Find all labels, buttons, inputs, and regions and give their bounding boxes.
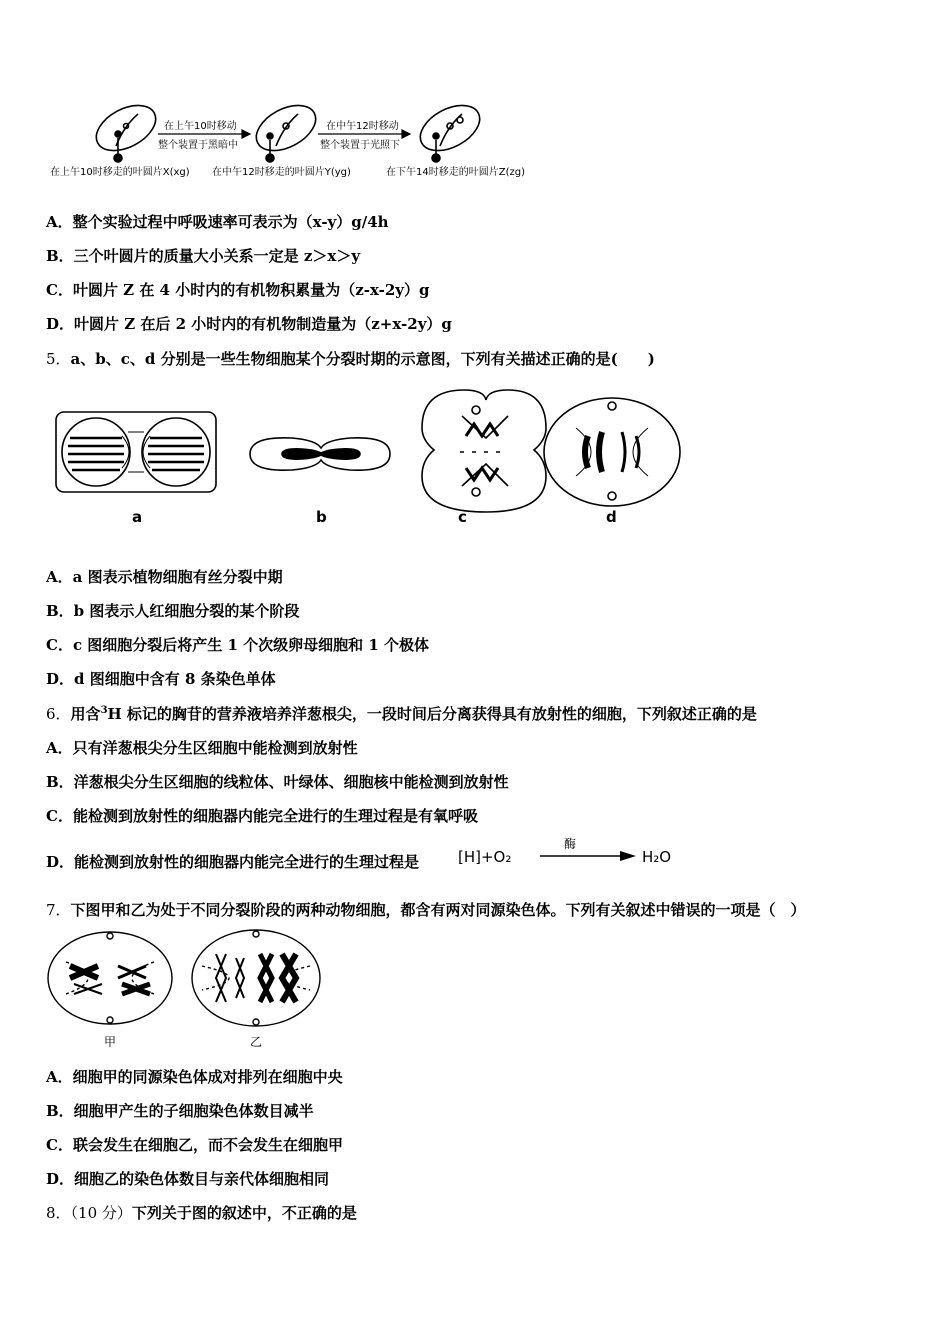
q7-option-c: C．联会发生在细胞乙，而不会发生在细胞甲 bbox=[46, 1136, 343, 1154]
cell-c-drawing bbox=[422, 390, 546, 512]
q6-stem bbox=[46, 703, 757, 724]
q5-option-b: B．b 图表示人红细胞分裂的某个阶段 bbox=[46, 602, 300, 620]
leaf-disc-experiment-figure bbox=[46, 96, 526, 184]
q7-text: 下图甲和乙为处于不同分裂阶段的两种动物细胞，都含有两对同源染色体。下列有关叙述中错误的一项是（ ） bbox=[70, 901, 806, 919]
q6-option-b: B．洋葱根尖分生区细胞的线粒体、叶绿体、细胞核中能检测到放射性 bbox=[46, 773, 509, 791]
caption-x: 在上午10时移走的叶圆片X(xg) bbox=[50, 167, 190, 178]
caption-z: 在下午14时移走的叶圆片Z(zg) bbox=[386, 167, 525, 178]
q6-text-pre: 用含 bbox=[70, 705, 101, 723]
q5-option-c: C．c 图细胞分裂后将产生 1 个次级卵母细胞和 1 个极体 bbox=[46, 636, 430, 654]
q5-option-a: A．a 图表示植物细胞有丝分裂中期 bbox=[46, 568, 283, 586]
label-b: b bbox=[316, 508, 327, 526]
eq-right: H₂O bbox=[642, 848, 672, 866]
q6-sup: 3 bbox=[100, 705, 108, 716]
q5-number: 5． bbox=[46, 350, 71, 368]
arrow1-bottom-label: 整个装置于黑暗中 bbox=[158, 140, 238, 151]
q7-number: 7． bbox=[46, 901, 71, 919]
q5-stem bbox=[46, 348, 655, 369]
arrow2-bottom-label: 整个装置于光照下 bbox=[320, 140, 400, 151]
q8-stem bbox=[46, 1202, 357, 1223]
leaf-y-drawing bbox=[249, 96, 323, 162]
cell-a-drawing bbox=[56, 412, 216, 492]
q6-option-d bbox=[46, 851, 419, 872]
arrow2-top-label: 在中午12时移动 bbox=[326, 121, 399, 132]
cell-d-drawing bbox=[544, 398, 680, 506]
q7-stem bbox=[46, 899, 806, 920]
q8-score: （10 分） bbox=[70, 1204, 132, 1222]
q4-option-b: B．三个叶圆片的质量大小关系一定是 z＞x＞y bbox=[46, 247, 361, 265]
label-jia: 甲 bbox=[104, 1035, 117, 1049]
caption-y: 在中午12时移走的叶圆片Y(yg) bbox=[212, 167, 351, 178]
cell-figure-q7 bbox=[46, 926, 326, 1050]
q5-text: a、b、c、d 分别是一些生物细胞某个分裂时期的示意图，下列有关描述正确的是( ) bbox=[70, 350, 655, 368]
q4-option-a: A．整个实验过程中呼吸速率可表示为（x-y）g/4h bbox=[46, 213, 389, 231]
q7-option-d: D．细胞乙的染色体数目与亲代体细胞相同 bbox=[46, 1170, 330, 1188]
leaf-x-drawing bbox=[89, 96, 163, 162]
arrow1-top-label: 在上午10时移动 bbox=[164, 121, 237, 132]
label-a: a bbox=[132, 508, 143, 526]
label-d: d bbox=[606, 508, 617, 526]
eq-left: [H]+O₂ bbox=[458, 848, 512, 866]
eq-enzyme: 酶 bbox=[564, 837, 577, 851]
cell-jia-drawing bbox=[48, 932, 172, 1024]
reaction-equation bbox=[456, 834, 696, 870]
q6-option-a: A．只有洋葱根尖分生区细胞中能检测到放射性 bbox=[46, 739, 358, 757]
q7-option-b: B．细胞甲产生的子细胞染色体数目减半 bbox=[46, 1102, 314, 1120]
cell-b-drawing bbox=[250, 438, 390, 470]
q5-option-d: D．d 图细胞中含有 8 条染色单体 bbox=[46, 670, 276, 688]
q6-text-post: H 标记的胸苷的营养液培养洋葱根尖，一段时间后分离获得具有放射性的细胞，下列叙述正确的是 bbox=[107, 705, 757, 723]
q6-number: 6． bbox=[46, 705, 71, 723]
leaf-z-drawing bbox=[413, 96, 487, 162]
q7-option-a: A．细胞甲的同源染色体成对排列在细胞中央 bbox=[46, 1068, 343, 1086]
q8-number: 8． bbox=[46, 1204, 71, 1222]
label-c: c bbox=[458, 508, 467, 526]
q8-text: 下列关于图的叙述中，不正确的是 bbox=[131, 1204, 357, 1222]
q4-option-d: D．叶圆片 Z 在后 2 小时内的有机物制造量为（z+x-2y）g bbox=[46, 315, 452, 333]
q6-option-c: C．能检测到放射性的细胞器内能完全进行的生理过程是有氧呼吸 bbox=[46, 807, 478, 825]
q4-option-c: C．叶圆片 Z 在 4 小时内的有机物积累量为（z-x-2y）g bbox=[46, 281, 430, 299]
label-yi: 乙 bbox=[250, 1035, 263, 1049]
cell-division-figure-q5 bbox=[46, 376, 682, 534]
q6-option-d-text: D．能检测到放射性的细胞器内能完全进行的生理过程是 bbox=[46, 853, 420, 871]
cell-yi-drawing bbox=[192, 930, 320, 1026]
